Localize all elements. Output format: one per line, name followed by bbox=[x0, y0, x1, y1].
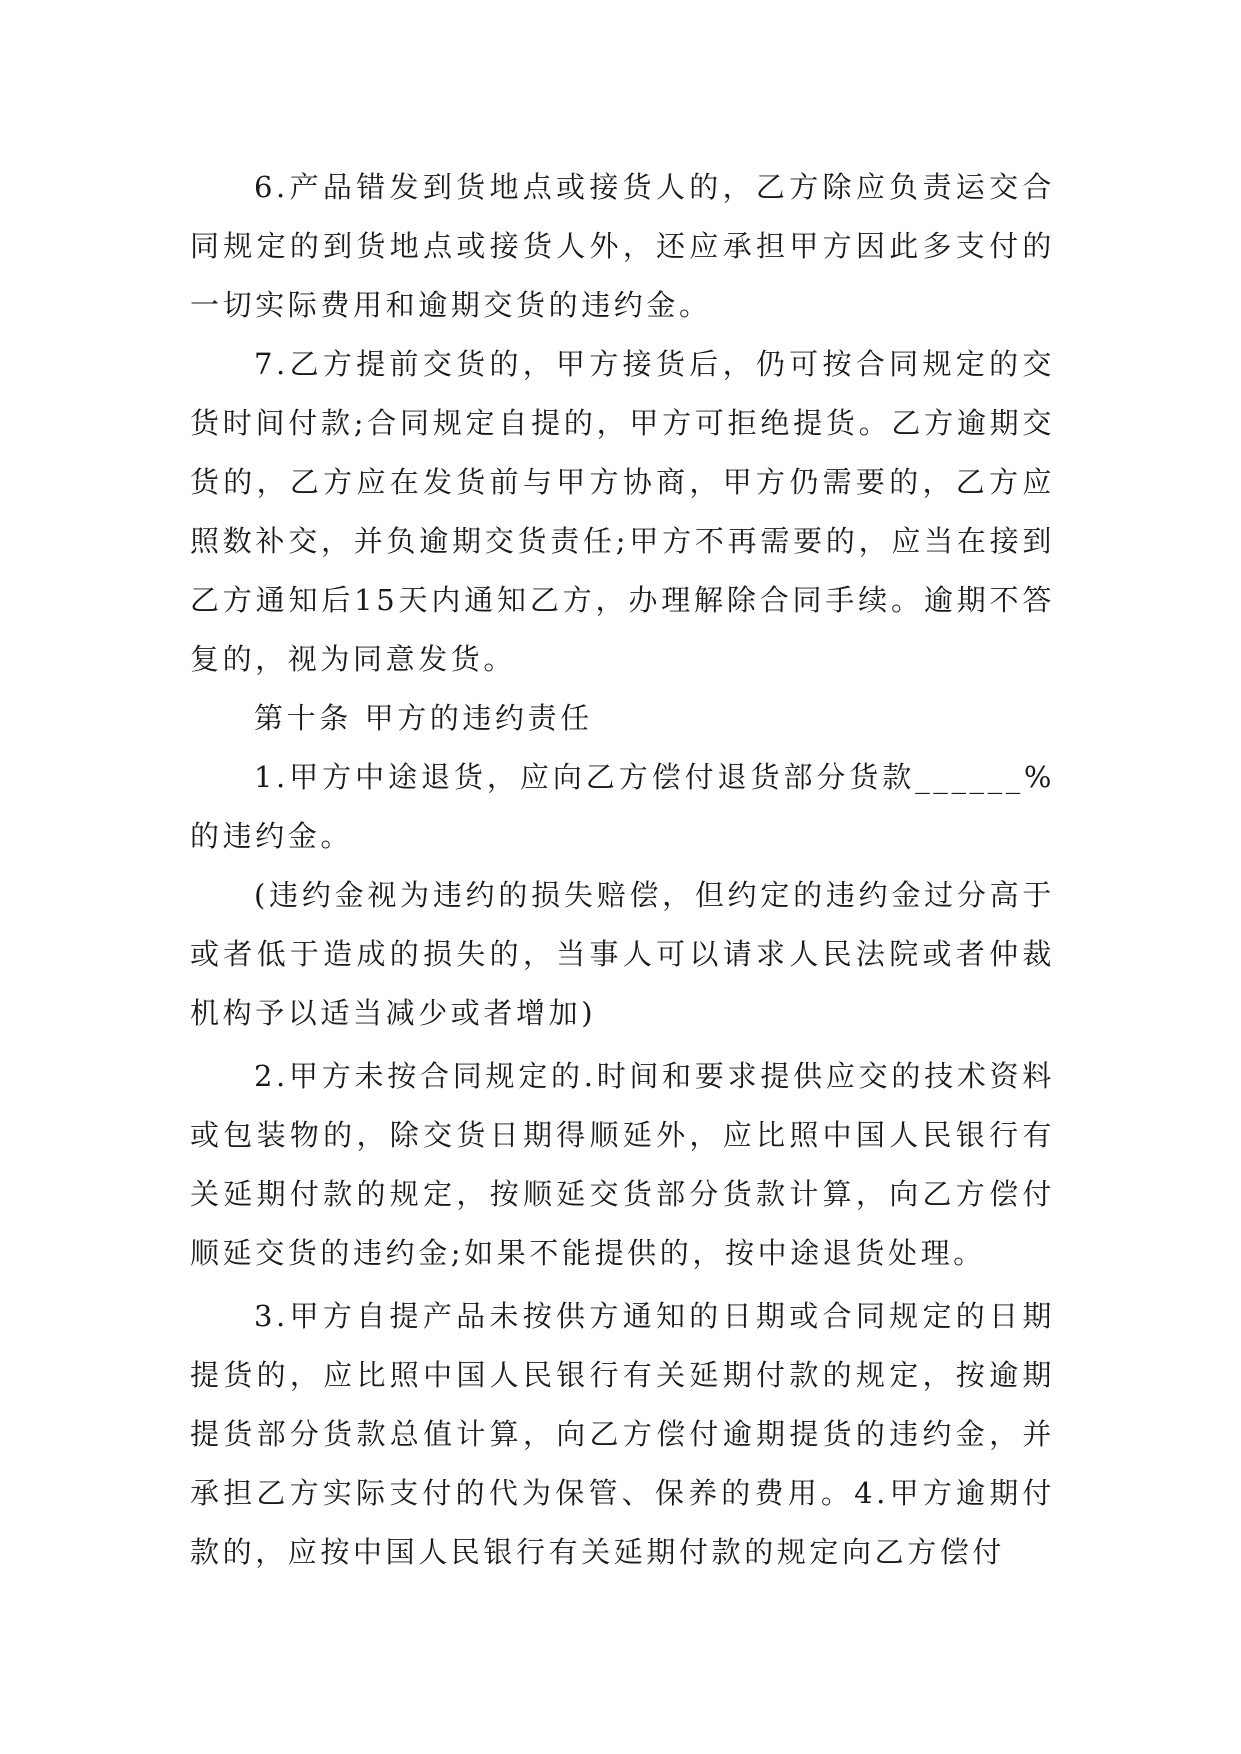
paragraph-note: (违约金视为违约的损失赔偿，但约定的违约金过分高于或者低于造成的损失的，当事人可以请求人民法院或者仲裁机构予以适当减少或者增加) bbox=[190, 878, 1055, 1030]
paragraph-clause-7: 7.乙方提前交货的，甲方接货后，仍可按合同规定的交货时间付款;合同规定自提的，甲方可拒绝提货。乙方逾期交货的，乙方应在发货前与甲方协商，甲方仍需要的，乙方应照数补交，并负逾期交货责任;甲方不再需要的，应当在接到乙方通知后15天内通知乙方，办理解除合同手续。逾期不答复的，视为同意发货。 bbox=[190, 347, 1055, 676]
paragraph-clause-6: 6.产品错发到货地点或接货人的，乙方除应负责运交合同规定的到货地点或接货人外，还应承担甲方因此多支付的一切实际费用和逾期交货的违约金。 bbox=[190, 170, 1055, 322]
paragraph-clause-1: 1.甲方中途退货，应向乙方偿付退货部分货款______%的违约金。 bbox=[190, 760, 1055, 853]
paragraph-clause-2: 2.甲方未按合同规定的.时间和要求提供应交的技术资料或包装物的，除交货日期得顺延外，应比照中国人民银行有关延期付款的规定，按顺延交货部分货款计算，向乙方偿付顺延交货的违约金;如果不能提供的，按中途退货处理。 bbox=[190, 1059, 1055, 1270]
section-heading-article-10: 第十条 甲方的违约责任 bbox=[254, 701, 593, 735]
document-body bbox=[190, 158, 1055, 1582]
paragraph-clause-3: 3.甲方自提产品未按供方通知的日期或合同规定的日期提货的，应比照中国人民银行有关延期付款的规定，按逾期提货部分货款总值计算，向乙方偿付逾期提货的违约金，并承担乙方实际支付的代为保管、保养的费用。4.甲方逾期付款的，应按中国人民银行有关延期付款的规定向乙方偿付 bbox=[190, 1299, 1055, 1569]
